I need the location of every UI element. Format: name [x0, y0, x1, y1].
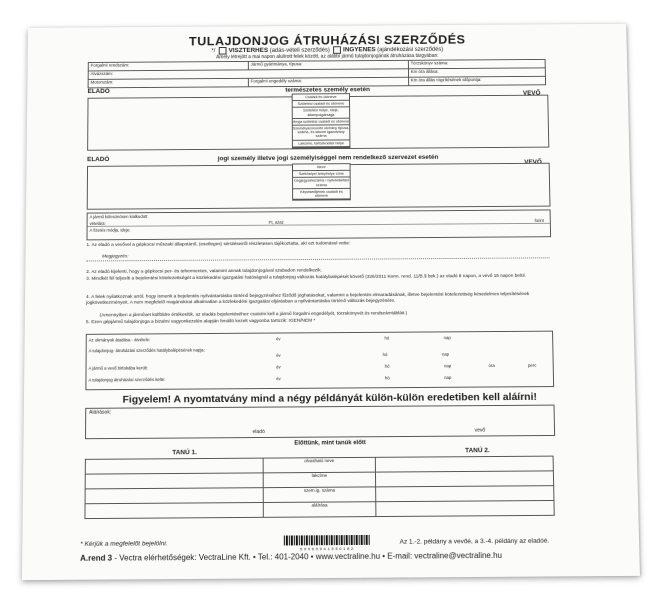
date-unit-month: hó	[382, 352, 388, 358]
field-km-ora[interactable]: Km óra állása:	[408, 68, 545, 77]
footer-contact-line	[80, 550, 599, 563]
natural-field: Születési helye, ideje, állampolgársága	[293, 108, 349, 119]
field-rendszam[interactable]: Forgalmi rendszám:	[88, 61, 248, 71]
clause-5-text: 5. Ezen gépjármű tulajdonjoga a bizalmi vagyonkezelés alapján fenálló kezelt vagyonba tartozik:	[85, 318, 288, 326]
field-forgalmi[interactable]: Forgalmi engedély száma:	[248, 77, 408, 87]
date-unit-month: hó	[384, 335, 390, 341]
vehicle-data-table	[88, 59, 546, 88]
form-title: TULAJDONJOG ÁTRUHÁZÁSI SZERZŐDÉS	[188, 32, 466, 49]
legal-field: Székhelye/ telephelye címe	[293, 171, 350, 178]
signature-buyer: vevő	[474, 427, 486, 434]
checkbox-ingyenes[interactable]	[333, 46, 341, 54]
witness-1-cell[interactable]	[85, 488, 263, 504]
price-box[interactable]	[86, 209, 551, 240]
option-viszterhes-label: VISZTERHES	[228, 47, 269, 55]
footer-copies: Az 1.-2. példány a vevőé, a 3.-4. példány az eladóé.	[399, 537, 550, 546]
option-ingyenes-label: INGYENES	[343, 46, 376, 54]
date-unit-year: év	[276, 376, 281, 382]
natural-field: Születési családi és utóneve	[293, 101, 349, 108]
clause-4b: (Amennyiben a járművet külföldre értékesítik, az eladás bejelentéséhez csatolni kell a jármű forgalmi engedélyét, törzskönyvét és rendszámtábláit.)	[99, 311, 408, 319]
date-row[interactable]	[89, 335, 551, 348]
clause-5-value[interactable]: IGEN/NEM *	[288, 318, 316, 324]
option-ingyenes-note: (ajándékozási szerződés)	[377, 47, 444, 54]
clause-1: 1. Az eladó a vevővel a gépkocsi műszaki állapotáról, (esetleges) sérüléseiről részletesen tájékoztatta, aki ezt tudomásul vette:	[86, 241, 351, 249]
witness-table	[84, 456, 554, 519]
date-row[interactable]	[88, 374, 551, 387]
natural-field: Lakcíme, tartózkodási helye	[293, 140, 350, 147]
field-motorszam[interactable]: Motorszám:	[88, 78, 248, 88]
date-unit-hour: óra	[488, 363, 495, 369]
witness-2-cell[interactable]	[375, 456, 553, 472]
witness-1-cell[interactable]	[85, 458, 263, 474]
date-unit-day: nap	[443, 335, 451, 341]
natural-field: Anyja születési családi és utóneve	[293, 118, 350, 125]
natural-field: Személyazonosító okmány típusa, száma, és lakcím igazolvány száma	[293, 125, 350, 140]
date-unit-day: nap	[441, 351, 450, 357]
date-unit-minute: perc	[527, 362, 537, 368]
natural-field: Családi és utóneve	[293, 94, 349, 101]
witness-row-label: lakcíme	[263, 472, 375, 488]
type-prefix: */	[211, 48, 216, 55]
option-viszterhes-note: (adás-vételi szerződés)	[269, 47, 330, 54]
form-id: A.rend 3	[80, 553, 113, 563]
clause-4: 4. A felek nyilatkoznak arról, hogy ismerik a bejelentés nyilvántartásba történő bejegyzéséhez fűződő joghatásokat, valamint a bejelentés elmaradásának, illetve bejelentési kötelezettség késedelmes teljesítésének jogkövetkezményeit. A nem megfelelő magánokirat alkalmatlan a közlekedési igazgatási eljárásban a nyilvántartásba történő változás bejegyzésére.	[86, 292, 530, 307]
date-unit-day: nap	[444, 363, 452, 369]
field-alvazszam[interactable]: Alvázszám:	[88, 69, 408, 80]
date-label: A jármű a vevő birtokába került:	[88, 365, 148, 371]
intro-text: Amely létrejött a mai napon alulírott felek között, az alábbi jármű tulajdonjogának átruházása tárgyában:	[216, 53, 439, 61]
signatures-label: Aláírások:	[89, 409, 112, 416]
date-unit-year: év	[276, 352, 281, 358]
contract-form-sheet	[22, 24, 640, 580]
date-unit-month: hó	[384, 375, 390, 381]
footer-note: * Kérjük a megfelelőt bejelölni.	[80, 540, 168, 548]
legal-buyer-label: VEVŐ	[524, 159, 542, 166]
natural-section-heading: természetes személy esetén	[285, 86, 370, 94]
witness-2-label: TANÚ 2.	[465, 447, 490, 455]
legal-field: Képviselőjének családi és utóneve	[293, 189, 350, 200]
witnesses-heading: Előttünk, mint tanúk előtt	[294, 440, 366, 447]
natural-seller-label: ELADÓ	[87, 88, 110, 95]
price-ft-label: Ft, azaz	[268, 219, 284, 225]
price-line1: A jármű kölcsönösen kialkudott	[89, 214, 148, 220]
contact-info: - Vectra elérhetőségek: VectraLine Kft. • Tel.: 401-2040 • www.vectraline.hu • E-mail: vectraline@vectraline.hu	[112, 550, 503, 563]
witness-row-label: szem.ig. száma	[263, 487, 376, 503]
witness-2-cell[interactable]	[376, 486, 554, 502]
field-torzskonyv[interactable]: Törzskönyv száma:	[408, 59, 545, 68]
signature-seller: eladó	[252, 429, 265, 436]
clause-2: 2. Az eladó kijelenti, hogy a gépkocsi per- és tehermentes, valamint annak tulajdonjogával szabadon rendelkezik.	[86, 268, 322, 275]
date-unit-year: év	[276, 336, 281, 342]
barcode-number: 5 9 9 6 9 5 4 1 9 5 0 1 8 2	[299, 545, 354, 552]
barcode-image	[284, 535, 370, 546]
date-unit-day: nap	[444, 375, 452, 380]
legal-section-heading: jogi személy illetve jogi személyiséggel nem rendelkező szervezet esetén	[217, 154, 439, 163]
clause-note: Megjegyzés:	[86, 252, 549, 262]
price-forint-label: forint	[534, 217, 544, 223]
field-gyartmany[interactable]: Jármű gyártmánya, típusa:	[248, 60, 408, 70]
legal-field: Neve	[293, 164, 350, 171]
payment-method: A fizetés módja, ideje:	[88, 223, 550, 234]
date-label: A tulajdonjog- átruházási szerződés hatálybalépésének napja:	[88, 347, 205, 354]
legal-fields-column	[292, 163, 351, 201]
witness-row-label: aláírása	[263, 502, 376, 518]
witness-1-cell[interactable]	[85, 473, 263, 489]
date-row-units	[276, 351, 552, 358]
clause-3: 3. Mindkét fél teljesíti a bejelentési kötelezettségét a közlekedési igazgatási hatóságnál a tulajdonjog változás hatálybalépését követő (326/2011 Korm. rend. 11/B.§ bek.) az eladó 8 napon, a vevő 15 napon belül.	[86, 273, 526, 282]
dates-box	[85, 331, 554, 391]
date-label: Az okmányok átadása - átvétele:	[88, 337, 151, 343]
natural-buyer-label: VEVŐ	[522, 89, 541, 97]
witness-1-cell[interactable]	[85, 502, 263, 518]
date-row[interactable]	[88, 363, 550, 376]
legal-field: Cégjegyzékszáma / nyilvántartási száma	[293, 178, 350, 189]
natural-fields-column	[292, 93, 351, 148]
price-label: vételára:	[89, 220, 106, 226]
date-unit-month: hó	[384, 363, 390, 369]
witness-2-cell[interactable]	[375, 471, 553, 487]
date-unit-year: év	[276, 364, 281, 370]
witness-row-label: olvasható neve	[263, 457, 375, 473]
witness-1-label: TANÚ 1.	[172, 449, 197, 457]
warning-text: Figyelem! A nyomtatvány mind a négy példányát külön-külön eredetiben kell aláírni!	[122, 391, 538, 406]
signatures-box[interactable]	[85, 405, 555, 440]
witness-2-cell[interactable]	[376, 500, 554, 516]
date-row[interactable]	[89, 347, 237, 360]
legal-seller-label: ELADÓ	[87, 156, 110, 164]
date-label: A tulajdonjog átruházási szerződés kelte:	[88, 377, 166, 383]
field-km-idopont[interactable]: Km óra állás rögzítésének időpontja:	[408, 76, 545, 85]
checkbox-viszterhes[interactable]	[219, 47, 227, 55]
